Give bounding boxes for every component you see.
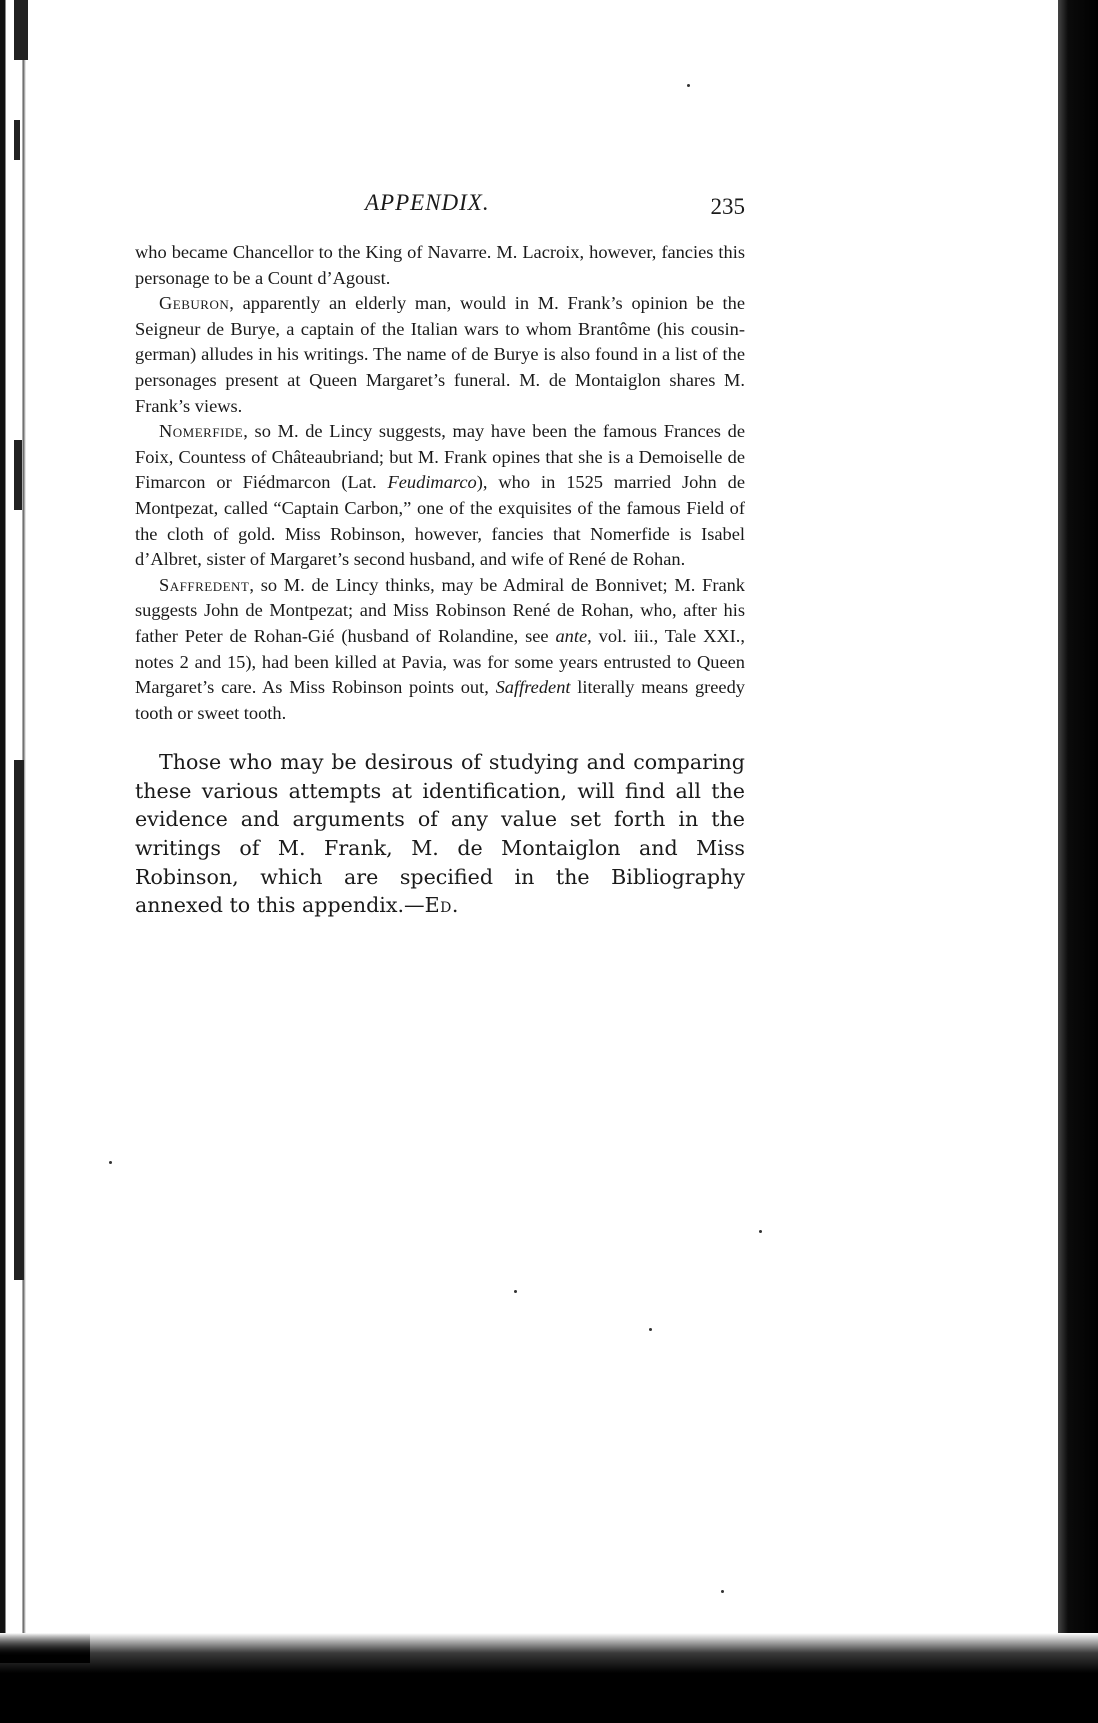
- speck: [514, 1290, 517, 1293]
- running-head-title: APPENDIX.: [365, 190, 490, 215]
- character-name: Nomerfide: [159, 421, 244, 442]
- speck: [649, 1328, 652, 1331]
- scan-mark: [14, 440, 22, 510]
- reference-term: ante: [555, 625, 588, 646]
- scan-mark: [14, 0, 28, 60]
- running-head: [135, 190, 745, 230]
- paragraph-continuation: [135, 240, 745, 291]
- latin-term: Feudimarco: [387, 472, 477, 493]
- paragraph-text: , apparently an elderly man, would in M. Frank’s opinion be the Seigneur de Burye, a captain of the Italian wars to whom Brantôme (his cousin-german) alludes in his writings. The name of de Burye is also found in a list of the personages present at Queen Margaret’s funeral. M. de Montaiglon shares M. Frank’s views.: [135, 293, 745, 416]
- paragraph-text: who became Chancellor to the King of Navarre. M. Lacroix, however, fancies this personage to be a Count d’Agoust.: [135, 242, 745, 288]
- paragraph-text: literally means greedy tooth or sweet tooth.: [135, 677, 745, 723]
- book-right-edge: [1058, 0, 1098, 1723]
- paragraph-nomerfide: [135, 419, 745, 573]
- page-content: [135, 190, 745, 920]
- paragraph-saffredent: [135, 573, 745, 727]
- character-name: Geburon: [159, 293, 230, 314]
- book-left-edge: [0, 0, 28, 1640]
- name-term: Saffredent: [495, 677, 571, 698]
- speck: [759, 1230, 762, 1233]
- paragraph-geburon: [135, 291, 745, 419]
- book-bottom-edge: [0, 1633, 1098, 1723]
- speck: [109, 1161, 112, 1164]
- speck: [687, 84, 690, 87]
- paragraph-text: ), who in 1525 married John de Montpezat, called “Captain Carbon,” one of the exquisites of the famous Field of the cloth of gold. Miss Robinson, however, fancies that Nomerfide is Isabel d’Albret, sister of Margaret’s second husband, and wife of René de Rohan.: [135, 472, 745, 570]
- closing-paragraph: [135, 748, 745, 920]
- editor-signature: Ed.: [424, 893, 459, 918]
- page-number: 235: [710, 194, 745, 219]
- character-name: Saffredent: [159, 574, 250, 595]
- speck: [721, 1590, 724, 1593]
- book-corner-shadow: [0, 1623, 90, 1663]
- scan-mark: [14, 120, 20, 160]
- paragraph-text: Those who may be desirous of studying and comparing these various attempts at identification, will find all the evidence and arguments of any value set forth in the writings of M. Frank, M. de Montaiglon and Miss Robinson, which are specified in the Bibliography annexed to this appendix.—: [135, 750, 745, 918]
- paragraph-text: , vol. iii., Tale XXI., notes 2 and 15), had been killed at Pavia, was for some years entrusted to Queen Margaret’s care. As Miss Robinson points out,: [135, 625, 745, 698]
- paragraph-text: , so M. de Lincy thinks, may be Admiral de Bonnivet; M. Frank suggests John de Montpezat; and Miss Robinson René de Rohan, who, after his father Peter de Rohan-Gié (husband of Rolandine, see: [135, 574, 745, 646]
- paragraph-text: , so M. de Lincy suggests, may have been the famous Frances de Foix, Countess of Châteaubriand; but M. Frank opines that she is a Demoiselle de Fimarcon or Fiédmarcon (Lat.: [135, 421, 745, 493]
- scan-mark: [14, 760, 24, 1280]
